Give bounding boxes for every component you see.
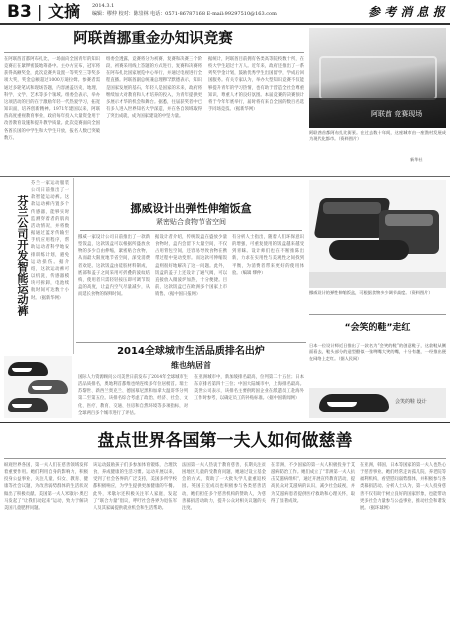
article-text: 纵观世界各国，第一夫人们在慈善领域发挥着重要作用。她们利用自身的影响力，积极投身公益事业，关注儿童、妇女、教育、健康等社会议题，为改善弱势群体的生活状况做出了积极贡献。美国第一夫人米歇尔·奥巴马发起了“让我们动起来”运动，致力于解决美国儿童肥胖问题。 xyxy=(4,463,88,511)
photo-lunchbox xyxy=(309,180,446,288)
sidebar-headline: 芬兰公司开发智能运动裤 xyxy=(16,194,29,316)
article-smart-pants xyxy=(0,178,71,354)
article-city-ranking xyxy=(76,344,306,420)
masthead xyxy=(0,0,450,26)
photo-arab-city xyxy=(309,28,446,128)
issue-date: 2014.3.1 xyxy=(92,3,115,9)
photo-credit: 新华社 xyxy=(410,157,423,162)
headline: 阿联酋挪重金办知识竞赛 xyxy=(73,31,233,47)
article-text: 据设计者介绍，传统饭盒在盛放少量食物时，盒内会留下大量空间，不仅占用背包空间，还容易导致食物在携带过程中晃动变形。而这款可伸缩饭盒则很好地解决了这一问题。此外，饭盒的盖子上还设计了通气阀，可以直接放入微波炉加热，十分便捷。目前，这款饭盒已在欧洲多个国家上市销售。（据中国日报网） xyxy=(155,235,227,298)
photo-caption: 阿联酋首都阿布扎比街景。在过去数十年间，这座城市由一座渔村发展成为现代化都市。（资料图片） xyxy=(309,130,446,142)
headline: 2014全球城市生活品质排名出炉 xyxy=(117,346,265,357)
subheadline: 紧密贴合食物节省空间 xyxy=(156,218,226,226)
article-text: 法国第一夫人热衷于教育慈善，长期关注贫困地区儿童的受教育问题，她通过设立基金会的方式，资助了一大批失学儿童重返校园。英国王室成员也积极参与各类慈善活动，她们担任多个慈善机构的赞助人，为慈善募捐活动助力，提升公众对相关议题的关注度。 xyxy=(182,463,266,511)
article-text: 在亚洲城市中，新加坡排名最高，位列第二十五位；日本东京排名第四十三位；中国大陆城市中，上海排名最高。美世公司表示，该排名主要供跨国企业在派遣员工赴海外工作时参考，以确定员工的补贴标准。（据中国新闻网） xyxy=(194,375,304,402)
article-lunchbox xyxy=(76,178,306,340)
article-text: 在阿联酋首都阿布扎比，一场面向全国青年的知识竞赛正在紧锣密鼓地筹备中。主办方宣布，冠军将获得高额奖金，此次竞赛共设置一等奖至三等奖多项大奖，奖金总额超过1000万迪拉姆。参赛者需通过多轮笔试和现场答题，内容涵盖历史、地理、科学、文学、艺术等多个领域。组委会表示，举办这项活动的目的在于激励年轻一代热爱学习，拓宽知识面，培养创新精神。1971年建国以来，阿联酋高度重视教育事业，政府每年投入大量资金用于改善教育设施和提升教学质量。此次竞赛面向全国各酋长国的中学生和大学生开放，报名人数已突破数万。 xyxy=(4,57,100,141)
article-text: 国际人力资源顾问公司美世日前发布了2014年全球城市生活品质排名，奥地利首都维也纳连续多年位居榜首。瑞士苏黎世、新西兰奥克兰、德国慕尼黑和加拿大温哥华分列第二至第五位。该排名综合考虑了政治、经济、社会、文化、医疗、教育、交通、住房和自然环境等多项指标，对全球两百多个城市进行了评估。 xyxy=(78,375,188,416)
article-arab-quiz xyxy=(0,26,450,174)
editor-credits: 编辑：缪仲 校对：陈崇林 电话：0571-86787168 E-mail:99297510@163.com xyxy=(92,11,277,17)
headline: 盘点世界各国第一夫人如何做慈善 xyxy=(97,431,353,451)
photo-label: 会笑的鞋 设计 xyxy=(395,399,427,405)
photo-shoes xyxy=(4,356,72,418)
section-number: B3 xyxy=(7,2,32,22)
subheadline: 维也纳居首 xyxy=(171,360,211,370)
headline: “会笑的鞋”走红 xyxy=(344,323,411,333)
section-separator: | xyxy=(37,2,43,21)
sidebar-text: 芬兰一家运动服装公司日前推出了一款智能运动裤。这款运动裤内置多个传感器，能够实时监测穿着者的肌肉活动情况，并将数据通过蓝牙传输至手机应用程序，帮助运动者科学地安排训练计划，避免运动损伤。据介绍，这款运动裤可以机洗，传感器模块可拆卸，电池续航时间可达数十小时。（据新华网） xyxy=(31,181,69,301)
photo-caption: 挪威设计的弹性伸缩饭盒，可根据食物多少调节高度。（资料图片） xyxy=(309,290,433,295)
article-first-ladies xyxy=(0,424,450,640)
article-text: 在非洲，不少国家的第一夫人积极投身于艾滋病防治工作。她们成立了“非洲第一夫人抗击艾滋病组织”，通过开展宣传教育活动，提高民众对艾滋病的认识，减少社会歧视，并为艾滋病患者提供医疗救助和心理关怀，取得了显著成效。 xyxy=(271,463,355,504)
article-text: 有分析人士指出，随着人们环保意识的增强，可重复使用的饭盒越来越受到青睐。设计师们也在不断推陈出新，力求在实用性与美观性之间找到平衡，为消费者带来更好的使用体验。（编辑 缪仲） xyxy=(232,235,304,276)
photo-label: 阿联酋 竞赛现场 xyxy=(371,110,423,118)
article-text: 日本一位设计师近日推出了一款名为“会笑的鞋”的创意鞋子，这款鞋从侧面看去，鞋头部分的造型酷似一张咧嘴大笑的嘴，十分有趣，一经推出便在网络上走红。（据人民网） xyxy=(309,343,446,361)
article-text: 据统计，阿联酋目前拥有各类高等院校数十所，在校大学生超过十万人。近年来，政府还推出了一系列奖学金计划，鼓励优秀学生出国留学，学成后回国服务。有关专家认为，举办大型知识竞赛不仅能够提升青年的学习热情，也有助于营造全社会尊重知识、尊重人才的良好氛围。本届竞赛的决赛预计将于今年年底举行，届时将有来自全国的数百名选手同场竞技。（据新华网） xyxy=(208,57,304,113)
headline: 挪威设计出弹性伸缩饭盒 xyxy=(130,202,252,215)
article-text: 该运动鼓励孩子们多参加体育锻炼，合理饮食，养成健康的生活习惯。运动开展以来，受到了社会各界的广泛支持，美国多所学校都积极响应，为学生提供更加健康的午餐。此外，米歇尔还积极关注军人家庭，发起了“联合力量”倡议，呼吁社会各界为退伍军人及其家属提供就业机会和生活帮助。 xyxy=(93,463,177,511)
article-text: 在亚洲，韩国、日本等国家的第一夫人也热心于慈善事业。她们经常走访孤儿院、养老院等福利机构，看望慰问弱势群体，并积极参与各类募捐活动。分析人士认为，第一夫人投身慈善不仅有助于树立良好的国家形象，也能带动更多社会力量参与公益事业，推动社会和谐发展。（据环球网） xyxy=(360,463,446,511)
article-text: 组委会透露，竞赛将分为初赛、复赛和决赛三个阶段，初赛采用线上答题的方式进行，复赛和决赛将在阿布扎比国家展览中心举行，并通过电视进行全程直播。阿联酋副总统兼总理穆罕默德表示，知识是国家发展的基石，年轻人是国家的未来，政府将继续加大对教育和人才培养的投入，为青年提供更多展示才华的机会和舞台。据悉，往届获奖者中已有多人进入世界知名大学深造，并在各自领域取得了突出成就，成为国家建设的中坚力量。 xyxy=(106,57,202,120)
section-title: 文摘 xyxy=(48,2,81,21)
paper-name: 参 考 消 息 报 xyxy=(368,5,445,19)
photo-shoe-large xyxy=(309,388,446,418)
article-text: 挪威一家设计公司日前推出了一款新型饭盒，这款饭盒可以根据所盛放食物的多少自由伸缩，紧密贴合食物，从而最大限度地节省空间，深受消费者欢迎。这款饭盒由硅胶材料制成，底部和盖子之间采用可折叠的波纹结构，使用者只需轻轻按压即可调节饭盒的高度，让盒内空气尽量减少，从而延长食物的保鲜时间。 xyxy=(78,235,150,298)
